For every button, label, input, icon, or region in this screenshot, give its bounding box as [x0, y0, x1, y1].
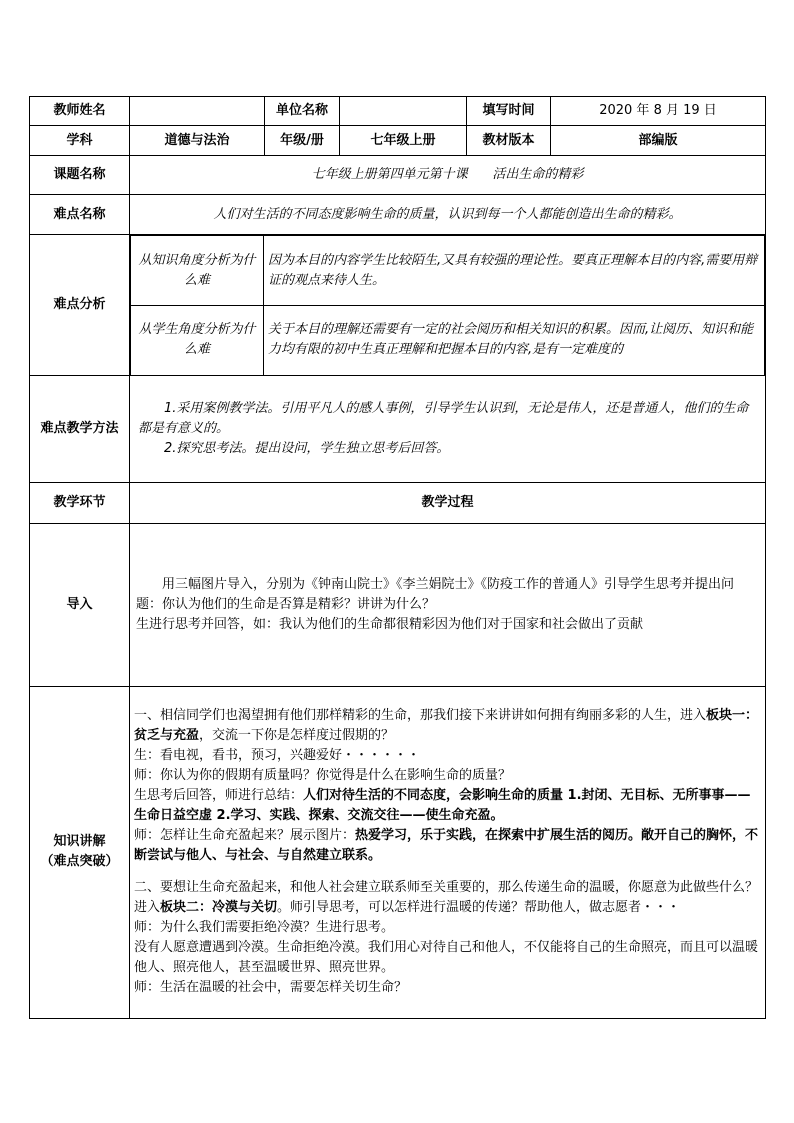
teacher-name-value	[130, 97, 265, 126]
section-two-guide: 。师引导思考，可以怎样进行温暖的传递？帮助他人，做志愿者・・・	[277, 900, 681, 915]
knowledge-angle-text: 因为本目的内容学生比较陌生,又具有较强的理论性。要真正理解本目的内容,需要用辩证的观点来待人生。	[264, 236, 765, 306]
intro-paragraph-2: 生进行思考并回答，如：我认为他们的生命都很精彩因为他们对于国家和社会做出了贡献	[136, 616, 644, 632]
intro-row	[30, 523, 766, 686]
difficulty-value: 人们对生活的不同态度影响生命的质量，认识到每一个人都能创造出生命的精彩。	[130, 195, 766, 235]
teacher-question-1: 师：你认为你的假期有质量吗？你觉得是什么在影响生命的质量？	[134, 768, 512, 783]
knowledge-content	[130, 686, 766, 1018]
lesson-plan-table	[29, 96, 766, 1019]
section-one-intro	[134, 706, 761, 746]
summary-1-lead: 生思考后回答，师进行总结：	[134, 788, 304, 803]
spacer	[134, 866, 761, 878]
edition-label: 教材版本	[467, 126, 551, 156]
fill-date-label: 填写时间	[467, 97, 551, 126]
knowledge-label-line-2: （难点突破）	[40, 854, 119, 869]
explanation-paragraph: 没有人愿意遭遇到冷漠。生命拒绝冷漠。我们用心对待自己和他人，不仅能将自己的生命照亮，而且可以温暖他人、照亮他人，甚至温暖世界、照亮世界。	[134, 940, 759, 975]
header-row-2	[30, 126, 766, 156]
knowledge-angle-label: 从知识角度分析为什么难	[131, 236, 264, 306]
lesson-title-row	[30, 156, 766, 195]
subject-value: 道德与法治	[130, 126, 265, 156]
grade-label: 年级/册	[265, 126, 340, 156]
section-one-text: 一、相信同学们也渴望拥有他们那样精彩的生命，那我们接下来讲讲如何拥有绚丽多彩的人生，进入	[134, 708, 707, 723]
teacher-question-2-lead: 师：怎样让生命充盈起来？展示图片：	[134, 828, 356, 843]
header-row-1	[30, 97, 766, 126]
intro-content	[130, 523, 766, 686]
knowledge-label	[30, 686, 130, 1018]
lesson-title-value: 七年级上册第四单元第十课 活出生命的精彩	[130, 156, 766, 195]
student-angle-label: 从学生角度分析为什么难	[131, 306, 264, 375]
process-header-row	[30, 482, 766, 523]
fill-date-value: 2020 年 8 月 19 日	[551, 97, 766, 126]
teacher-question-4: 师：生活在温暖的社会中，需要怎样关切生命？	[134, 980, 408, 995]
difficulty-label: 难点名称	[30, 195, 130, 235]
teacher-name-label: 教师姓名	[30, 97, 130, 126]
edition-value: 部编版	[551, 126, 766, 156]
section-one-question: ，交流一下你是怎样度过假期的？	[199, 728, 395, 743]
teaching-stage-header: 教学环节	[30, 482, 130, 523]
teacher-question-2	[134, 826, 761, 866]
block-one-title: 板块一：贫乏与充盈	[134, 708, 759, 743]
method-line-1: 1.采用案例教学法。引用平凡人的感人事例，引导学生认识到，无论是伟人，还是普通人，他们的生命都是有意义的。	[138, 400, 749, 436]
intro-label: 导入	[30, 523, 130, 686]
teaching-process-header: 教学过程	[130, 482, 766, 523]
lesson-title-label: 课题名称	[30, 156, 130, 195]
intro-paragraph-1: 用三幅图片导入，分别为《钟南山院士》《李兰娟院士》《防疫工作的普通人》引导学生思考并提出问题：你认为他们的生命是否算是精彩？讲讲为什么？	[136, 576, 735, 612]
student-answer-1: 生：看电视，看书，预习，兴趣爱好・・・・・・	[134, 748, 421, 763]
method-row	[30, 375, 766, 482]
summary-1-conclusion: 人们对待生活的不同态度，会影响生命的质量 1.封闭、无目标、无所事事——生命日益空虚 2.学习、实践、探索、交流交往——使生命充盈。	[134, 788, 751, 823]
unit-name-value	[340, 97, 467, 126]
analysis-label: 难点分析	[30, 235, 130, 376]
teacher-question-3: 师：为什么我们需要拒绝冷漠？生进行思考。	[134, 920, 395, 935]
knowledge-label-line-1: 知识讲解	[53, 834, 106, 849]
section-two-text: 二、要想让生命充盈起来，和他人社会建立联系师至关重要的，那么传递生命的温暖，你愿意为此做些什么？进入	[134, 880, 759, 915]
unit-name-label: 单位名称	[265, 97, 340, 126]
section-two-intro	[134, 878, 761, 918]
difficulty-row	[30, 195, 766, 235]
method-content	[130, 375, 766, 482]
subject-label: 学科	[30, 126, 130, 156]
analysis-row	[30, 235, 766, 376]
method-line-2: 2.探究思考法。提出设问，学生独立思考后回答。	[164, 440, 450, 456]
method-label: 难点教学方法	[30, 375, 130, 482]
analysis-content	[130, 235, 766, 376]
student-angle-text: 关于本目的理解还需要有一定的社会阅历和相关知识的积累。因而,让阅历、知识和能力均有限的初中生真正理解和把握本目的内容,是有一定难度的	[264, 306, 765, 375]
teacher-question-2-conclusion: 热爱学习，乐于实践，在探索中扩展生活的阅历。敞开自己的胸怀，不断尝试与他人、与社会、与自然建立联系。	[134, 828, 759, 863]
grade-value: 七年级上册	[340, 126, 467, 156]
summary-1	[134, 786, 761, 826]
analysis-inner-table	[130, 235, 765, 375]
knowledge-row	[30, 686, 766, 1018]
block-two-title: 板块二：冷漠与关切	[160, 900, 278, 915]
